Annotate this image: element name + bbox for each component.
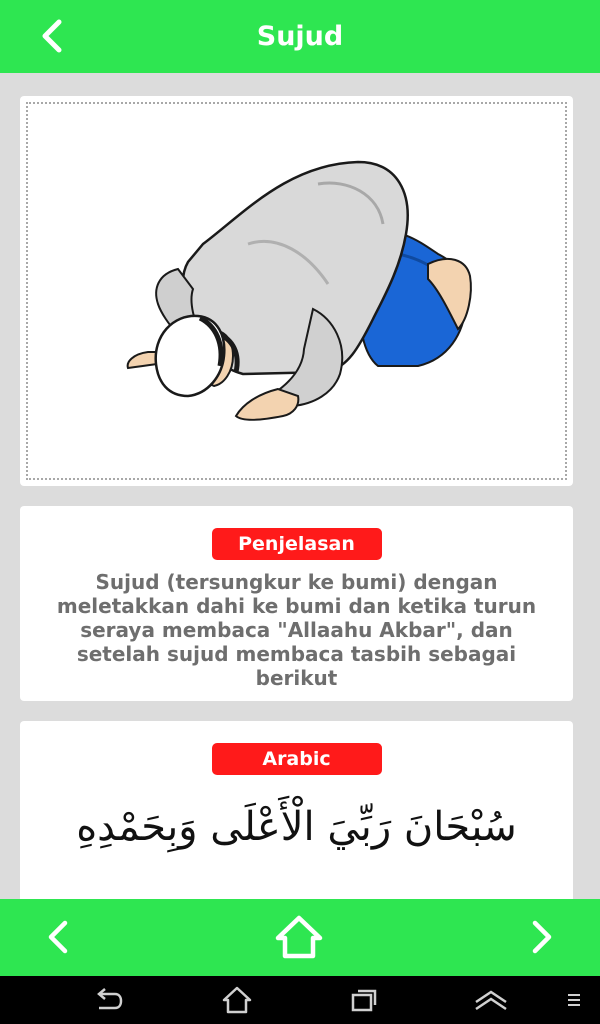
system-hide-button[interactable] xyxy=(474,984,508,1016)
page-title: Sujud xyxy=(256,21,344,52)
chevron-up-icon xyxy=(474,988,508,1012)
home-icon xyxy=(274,914,324,960)
app-header xyxy=(0,0,600,73)
explanation-label: Penjelasan xyxy=(212,528,382,560)
system-nav-bar xyxy=(0,976,600,1024)
sujud-illustration xyxy=(28,104,565,478)
system-home-button[interactable] xyxy=(220,984,254,1016)
home-icon xyxy=(222,986,252,1014)
arabic-text: سُبْحَانَ رَبِّيَ الْأَعْلَى وَبِحَمْدِهِ xyxy=(76,804,517,850)
system-back-button[interactable] xyxy=(91,984,125,1016)
chevron-left-icon xyxy=(39,18,65,54)
chevron-right-icon xyxy=(530,919,554,955)
system-menu-button[interactable] xyxy=(562,984,586,1016)
next-button[interactable] xyxy=(516,911,568,963)
illustration-frame xyxy=(26,102,567,480)
previous-button[interactable] xyxy=(32,911,84,963)
bottom-nav xyxy=(0,899,600,976)
system-recents-button[interactable] xyxy=(347,984,381,1016)
explanation-card xyxy=(20,506,573,701)
arabic-label: Arabic xyxy=(212,743,382,775)
home-button[interactable] xyxy=(273,911,325,963)
menu-icon xyxy=(567,992,581,1008)
arabic-card xyxy=(20,721,573,911)
explanation-text: Sujud (tersungkur ke bumi) dengan meletakkan dahi ke bumi dan ketika turun seraya membaca "Allaahu Akbar", dan setelah sujud membaca tasbih sebagai berikut xyxy=(56,570,537,690)
recents-icon xyxy=(349,987,379,1013)
back-arrow-icon xyxy=(93,988,123,1012)
chevron-left-icon xyxy=(46,919,70,955)
back-button[interactable] xyxy=(30,14,74,58)
illustration-card xyxy=(20,96,573,486)
